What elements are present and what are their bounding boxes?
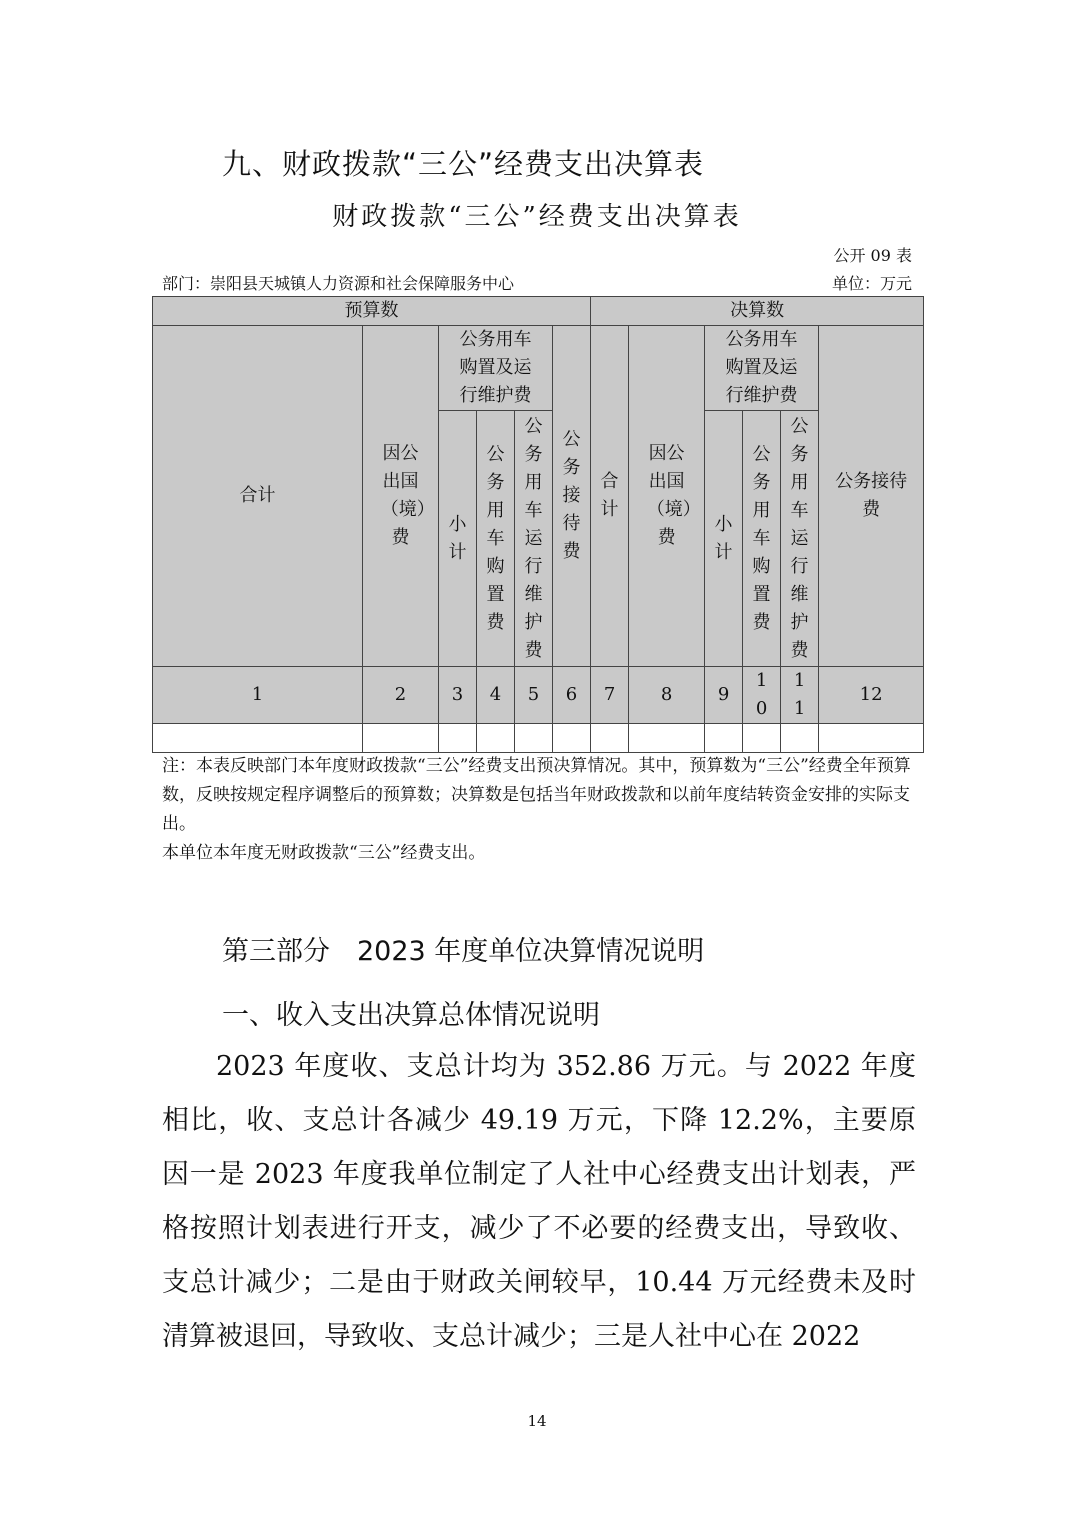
- section-nine-heading: 九、财政拨款“三公”经费支出决算表: [222, 147, 705, 181]
- index-cell: 8: [629, 667, 705, 724]
- data-cell: [363, 724, 439, 753]
- note-no-expenditure: 本单位本年度无财政拨款“三公”经费支出。: [162, 843, 486, 863]
- index-cell: 2: [363, 667, 439, 724]
- budget-header: 预算数: [153, 297, 591, 326]
- index-cell: 10: [743, 667, 781, 724]
- index-cell: 11: [781, 667, 819, 724]
- budget-reception-header: 公务接待费: [553, 326, 591, 667]
- index-cell: 1: [153, 667, 363, 724]
- data-cell: [743, 724, 781, 753]
- index-cell: 12: [819, 667, 924, 724]
- index-cell: 5: [515, 667, 553, 724]
- body-text: [162, 1040, 916, 1364]
- index-cell: 6: [553, 667, 591, 724]
- unit-label: 单位：万元: [831, 274, 912, 293]
- data-cell: [781, 724, 819, 753]
- data-cell: [553, 724, 591, 753]
- table-notes: [162, 752, 914, 868]
- table-title: 财政拨款“三公”经费支出决算表: [332, 202, 742, 232]
- data-cell: [591, 724, 629, 753]
- form-number: 公开 09 表: [833, 246, 912, 265]
- final-reception-header: 公务接待费: [819, 326, 924, 667]
- final-header: 决算数: [591, 297, 924, 326]
- budget-vehicle-purchase-header: 公务用车购置费: [477, 411, 515, 667]
- budget-total-header: 合计: [153, 326, 363, 667]
- final-vehicle-purchase-header: 公务用车购置费: [743, 411, 781, 667]
- data-cell: [477, 724, 515, 753]
- data-cell: [629, 724, 705, 753]
- final-vehicle-maintenance-header: 公务用车运行维护费: [781, 411, 819, 667]
- body-paragraph: 2023 年度收、支总计均为 352.86 万元。与 2022 年度相比，收、支总计各减少 49.19 万元，下降 12.2%，主要原因一是 2023 年度我单位制定了人社中心经费支出计划表，严格按照计划表进行开支，减少了不必要的经费支出，导致收、支总计减少；二是由于财政关闸较早，10.44 万元经费未及时清算被退回，导致收、支总计减少；三是人社中心在 2022: [162, 1051, 916, 1352]
- budget-abroad-header: 因公出国（境）费: [363, 326, 439, 667]
- final-total-header: 合计: [591, 326, 629, 667]
- page-number: 14: [527, 1412, 547, 1430]
- data-cell: [705, 724, 743, 753]
- budget-vehicle-group-header: 公务用车购置及运行维护费: [439, 326, 553, 411]
- three-public-expenses-table: [152, 296, 924, 753]
- data-cell: [515, 724, 553, 753]
- data-cell: [153, 724, 363, 753]
- budget-subtotal-header: 小计: [439, 411, 477, 667]
- final-abroad-header: 因公出国（境）费: [629, 326, 705, 667]
- note-explanation: 注：本表反映部门本年度财政拨款“三公”经费支出预决算情况。其中，预算数为“三公”经费全年预算数，反映按规定程序调整后的预算数；决算数是包括当年财政拨款和以前年度结转资金安排的实际支出。: [162, 756, 911, 834]
- index-cell: 4: [477, 667, 515, 724]
- section-one-heading: 一、收入支出决算总体情况说明: [222, 1000, 600, 1031]
- final-subtotal-header: 小计: [705, 411, 743, 667]
- index-cell: 7: [591, 667, 629, 724]
- data-cell: [439, 724, 477, 753]
- department-label: 部门：崇阳县天城镇人力资源和社会保障服务中心: [162, 274, 515, 293]
- index-cell: 3: [439, 667, 477, 724]
- index-cell: 9: [705, 667, 743, 724]
- part-three-heading: 第三部分 2023 年度单位决算情况说明: [222, 936, 705, 967]
- data-cell: [819, 724, 924, 753]
- budget-vehicle-maintenance-header: 公务用车运行维护费: [515, 411, 553, 667]
- final-vehicle-group-header: 公务用车购置及运行维护费: [705, 326, 819, 411]
